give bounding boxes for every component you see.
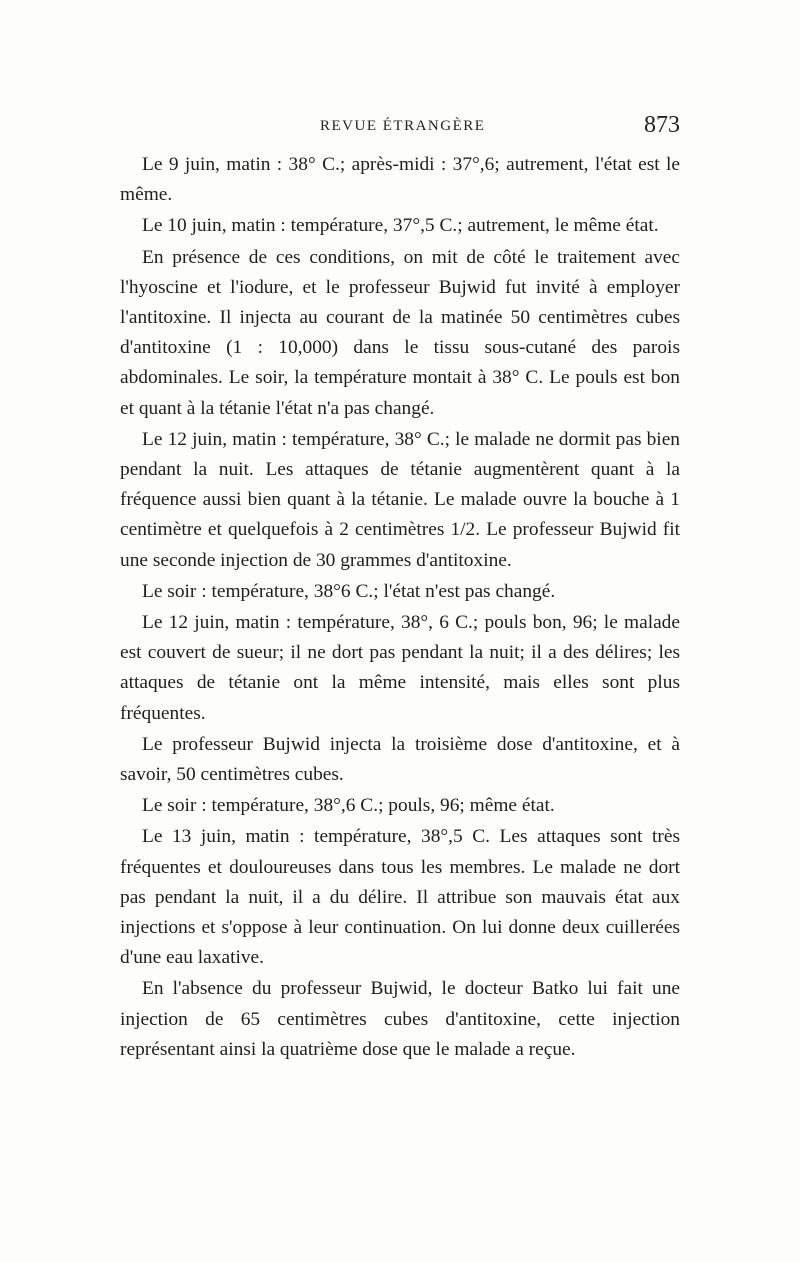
- paragraph: Le soir : température, 38°6 C.; l'état n'est pas changé.: [142, 580, 556, 602]
- paragraph: Le soir : température, 38°,6 C.; pouls, 96; même état.: [142, 795, 555, 817]
- page-number: 873: [644, 112, 680, 138]
- paragraph: Le 10 juin, matin : température, 37°,5 C.; autrement, le même état.: [142, 215, 659, 237]
- paragraph: En présence de ces conditions, on mit de côté le traitement avec l'hyoscine et l'iodure, et le professeur Bujwid fut invité à employer l'antitoxine. Il injecta au courant de la matinée 50 centimètres cubes d'antitoxine (1 : 10,000) dans le tissu sous-cutané des parois abdominales. Le soir, la température montait à 38° C. Le pouls est bon et quant à la tétanie l'état n'a pas changé.: [120, 246, 680, 419]
- paragraph: En l'absence du professeur Bujwid, le docteur Batko lui fait une injection de 65 centimètres cubes d'antitoxine, cette injection représentant ainsi la quatrième dose que le malade a reçue.: [120, 978, 680, 1060]
- paragraph: Le 9 juin, matin : 38° C.; après-midi : 37°,6; autrement, l'état est le même.: [120, 154, 680, 206]
- paragraph: Le 12 juin, matin : température, 38°, 6 C.; pouls bon, 96; le malade est couvert de sueur; il ne dort pas pendant la nuit; il a des délires; les attaques de tétanie ont la même intensité, mais elles sont plus fréquentes.: [120, 612, 680, 724]
- body-text: [120, 150, 680, 1066]
- paragraph: Le 13 juin, matin : température, 38°,5 C. Les attaques sont très fréquentes et douloureuses dans tous les membres. Le malade ne dort pas pendant la nuit, il a du délire. Il attribue son mauvais état aux injections et s'oppose à leur continuation. On lui donne deux cuillerées d'une eau laxative.: [120, 826, 680, 969]
- running-title: REVUE ÉTRANGÈRE: [320, 118, 486, 134]
- paragraph: Le professeur Bujwid injecta la troisième dose d'antitoxine, et à savoir, 50 centimètres cubes.: [120, 733, 680, 786]
- paragraph: Le 12 juin, matin : température, 38° C.; le malade ne dormit pas bien pendant la nuit. Les attaques de tétanie augmentèrent quant à la fréquence aussi bien quant à la tétanie. Le malade ouvre la bouche à 1 centimètre et quelquefois à 2 centimètres 1/2. Le professeur Bujwid fit une seconde injection de 30 grammes d'antitoxine.: [120, 428, 680, 571]
- page-header: [120, 112, 680, 144]
